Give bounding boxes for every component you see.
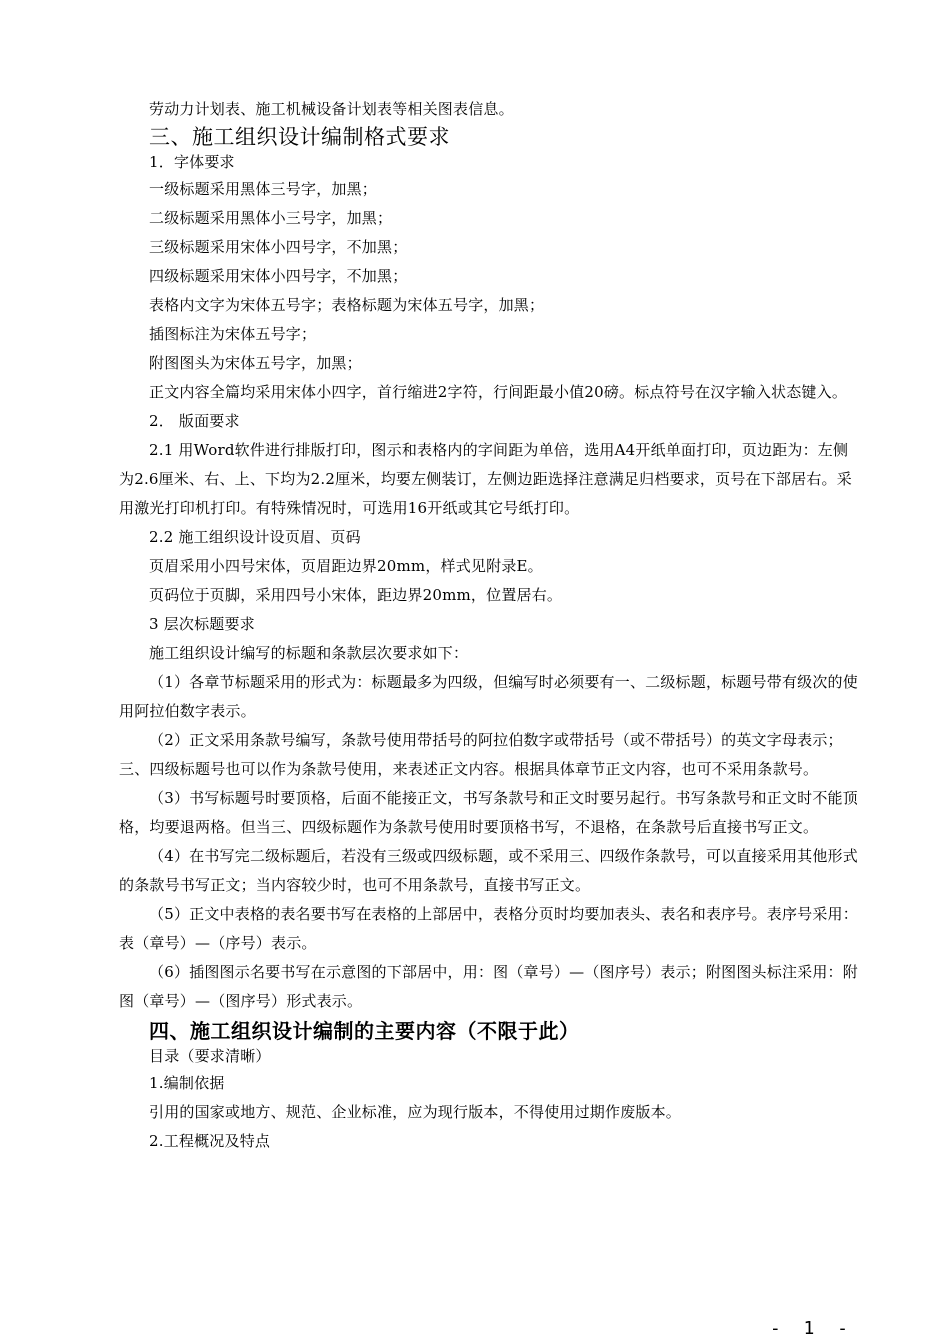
subheading-layout-requirements: 2． 版面要求 <box>149 412 240 430</box>
document-body <box>119 95 859 1156</box>
paragraph: 表格内文字为宋体五号字；表格标题为宋体五号字，加黑； <box>149 296 545 314</box>
subheading-project-overview: 2.工程概况及特点 <box>149 1132 271 1150</box>
paragraph: 页码位于页脚，采用四号小宋体，距边界20mm，位置居右。 <box>149 586 563 604</box>
list-item: （4）在书写完二级标题后，若没有三级或四级标题，或不采用三、四级作条款号，可以直接采用其他形式的条款号书写正文；当内容较少时，也可不用条款号，直接书写正文。 <box>119 847 858 894</box>
paragraph: 四级标题采用宋体小四号字，不加黑； <box>149 267 408 285</box>
paragraph: 施工组织设计编写的标题和条款层次要求如下： <box>149 644 469 662</box>
section-heading-4: 四、施工组织设计编制的主要内容（不限于此） <box>149 1019 580 1043</box>
paragraph: 2.1 用Word软件进行排版打印，图示和表格内的字间距为单倍，选用A4开纸单面打印，页边距为：左侧为2.6厘米、右、上、下均为2.2厘米，均要左侧装订，左侧边距选择注意满足归档要求，页号在下部居右。采用激光打印机打印。有特殊情况时，可选用16开纸或其它号纸打印。 <box>119 441 852 517</box>
subheading-basis: 1.编制依据 <box>149 1074 225 1092</box>
paragraph: 二级标题采用黑体小三号字，加黑； <box>149 209 393 227</box>
list-item: （5）正文中表格的表名要书写在表格的上部居中，表格分页时均要加表头、表名和表序号。表序号采用：表（章号）—（序号）表示。 <box>119 905 858 952</box>
paragraph: 附图图头为宋体五号字，加黑； <box>149 354 362 372</box>
paragraph: 劳动力计划表、施工机械设备计划表等相关图表信息。 <box>149 100 514 118</box>
list-item: （2）正文采用条款号编写，条款号使用带括号的阿拉伯数字或带括号（或不带括号）的英文字母表示；三、四级标题号也可以作为条款号使用，来表述正文内容。根据具体章节正文内容，也可不采用条款号。 <box>119 731 843 778</box>
subheading-toc: 目录（要求清晰） <box>149 1047 271 1065</box>
subheading-font-requirements: 1．字体要求 <box>149 153 235 171</box>
paragraph: 页眉采用小四号宋体，页眉距边界20mm，样式见附录E。 <box>149 557 543 575</box>
list-item: （3）书写标题号时要顶格，后面不能接正文，书写条款号和正文时要另起行。书写条款号和正文时不能顶格，均要退两格。但当三、四级标题作为条款号使用时要顶格书写，不退格，在条款号后直接书写正文。 <box>119 789 858 836</box>
subheading-heading-levels: 3 层次标题要求 <box>149 615 255 633</box>
paragraph: 插图标注为宋体五号字； <box>149 325 317 343</box>
page-number: - 1 - <box>769 1318 854 1339</box>
list-item: （6）插图图示名要书写在示意图的下部居中，用：图（章号）—（图序号）表示；附图图头标注采用：附图（章号）—（图序号）形式表示。 <box>119 963 858 1010</box>
paragraph: 正文内容全篇均采用宋体小四字，首行缩进2字符，行间距最小值20磅。标点符号在汉字输入状态键入。 <box>149 383 848 401</box>
paragraph: 三级标题采用宋体小四号字，不加黑； <box>149 238 408 256</box>
list-item: （1）各章节标题采用的形式为：标题最多为四级，但编写时必须要有一、二级标题，标题号带有级次的使用阿拉伯数字表示。 <box>119 673 858 720</box>
subheading-header-page-number: 2.2 施工组织设计设页眉、页码 <box>149 528 361 546</box>
paragraph: 一级标题采用黑体三号字，加黑； <box>149 180 378 198</box>
paragraph: 引用的国家或地方、规范、企业标准，应为现行版本，不得使用过期作废版本。 <box>149 1103 682 1121</box>
section-heading-3: 三、施工组织设计编制格式要求 <box>149 125 450 149</box>
